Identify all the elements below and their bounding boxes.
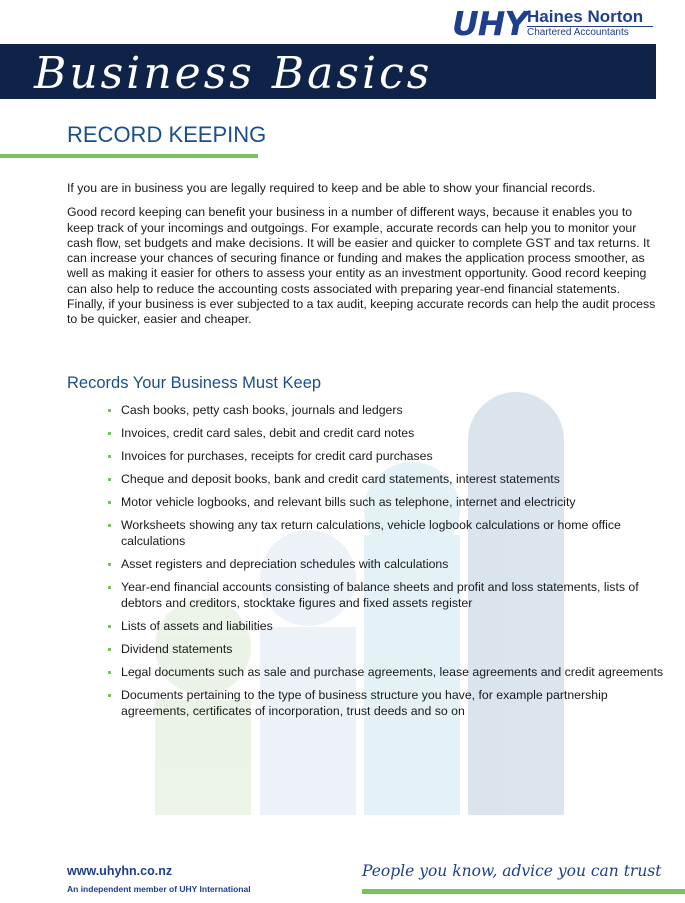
list-item [104, 580, 664, 611]
bullet-icon [108, 478, 111, 481]
header-banner [0, 44, 656, 99]
bullet-icon [108, 586, 111, 589]
list-item [104, 403, 664, 419]
bullet-icon [108, 432, 111, 435]
logo-mark: UHY [452, 4, 528, 43]
list-item-text: Dividend statements [121, 641, 233, 656]
list-item [104, 472, 664, 488]
bullet-icon [108, 501, 111, 504]
website-link[interactable]: www.uhyhn.co.nz [67, 864, 173, 878]
list-item [104, 619, 664, 635]
bullet-icon [108, 671, 111, 674]
list-item [104, 557, 664, 573]
list-item [104, 518, 664, 549]
page-title: RECORD KEEPING [67, 122, 267, 147]
bullet-icon [108, 694, 111, 697]
list-item-text: Invoices for purchases, receipts for credit card purchases [121, 449, 433, 464]
tagline: People you know, advice you can trust [362, 862, 662, 880]
list-item-text: Worksheets showing any tax return calculations, vehicle logbook calculations or home office calculations [121, 518, 621, 548]
list-item [104, 495, 664, 511]
list-item-text: Cheque and deposit books, bank and credit card statements, interest statements [121, 472, 560, 487]
list-item [104, 449, 664, 465]
bullet-icon [108, 524, 111, 527]
list-item [104, 426, 664, 442]
tagline-underline [362, 889, 685, 894]
list-item-text: Motor vehicle logbooks, and relevant bills such as telephone, internet and electricity [121, 495, 576, 510]
list-item-text: Cash books, petty cash books, journals and ledgers [121, 403, 403, 417]
records-heading: Records Your Business Must Keep [67, 374, 322, 392]
bullet-icon [108, 625, 111, 628]
list-item-text: Year-end financial accounts consisting of balance sheets and profit and loss statements, lists of debtors and creditors, stocktake figures and fixed assets register [121, 580, 639, 610]
bullet-icon [108, 648, 111, 651]
list-item [104, 642, 664, 658]
banner-title: Business Basics [34, 48, 433, 99]
title-underline [0, 154, 258, 158]
uhy-logo [452, 4, 658, 44]
list-item [104, 688, 664, 719]
intro-paragraph-2: Good record keeping can benefit your business in a number of different ways, because it enables you to keep track of your incomings and outgoings. For example, accurate records can help you to monitor your cash flow, set budgets and make decisions. It will be easier and quicker to complete GST and tax returns. It can increase your chances of securing finance or funding and makes the application process smoother, as well as making it easier for others to assess your entity as an investment opportunity. Good record keeping can also help to reduce the accounting costs associated with preparing year-end financial statements. Finally, if your business is ever subjected to a tax audit, keeping accurate records can help the audit process to be quicker, easier and cheaper. [67, 205, 656, 327]
list-item-text: Lists of assets and liabilities [121, 618, 273, 633]
list-item-text: Legal documents such as sale and purchase agreements, lease agreements and credit agreements [121, 664, 664, 679]
bullet-icon [108, 409, 111, 412]
list-item-text: Documents pertaining to the type of business structure you have, for example partnership agreements, certificates of incorporation, trust deeds and so on [121, 688, 608, 718]
bullet-icon [108, 563, 111, 566]
bullet-icon [108, 455, 111, 458]
list-item [104, 665, 664, 681]
logo-firm-name: Haines Norton [527, 7, 644, 26]
list-item-text: Asset registers and depreciation schedules with calculations [121, 557, 449, 572]
intro-text [67, 181, 659, 337]
records-list [104, 403, 664, 727]
list-item-text: Invoices, credit card sales, debit and credit card notes [121, 426, 415, 441]
member-note: An independent member of UHY International [67, 884, 251, 894]
logo-subtitle: Chartered Accountants [527, 27, 629, 38]
intro-paragraph-1: If you are in business you are legally required to keep and be able to show your financial records. [67, 181, 596, 195]
